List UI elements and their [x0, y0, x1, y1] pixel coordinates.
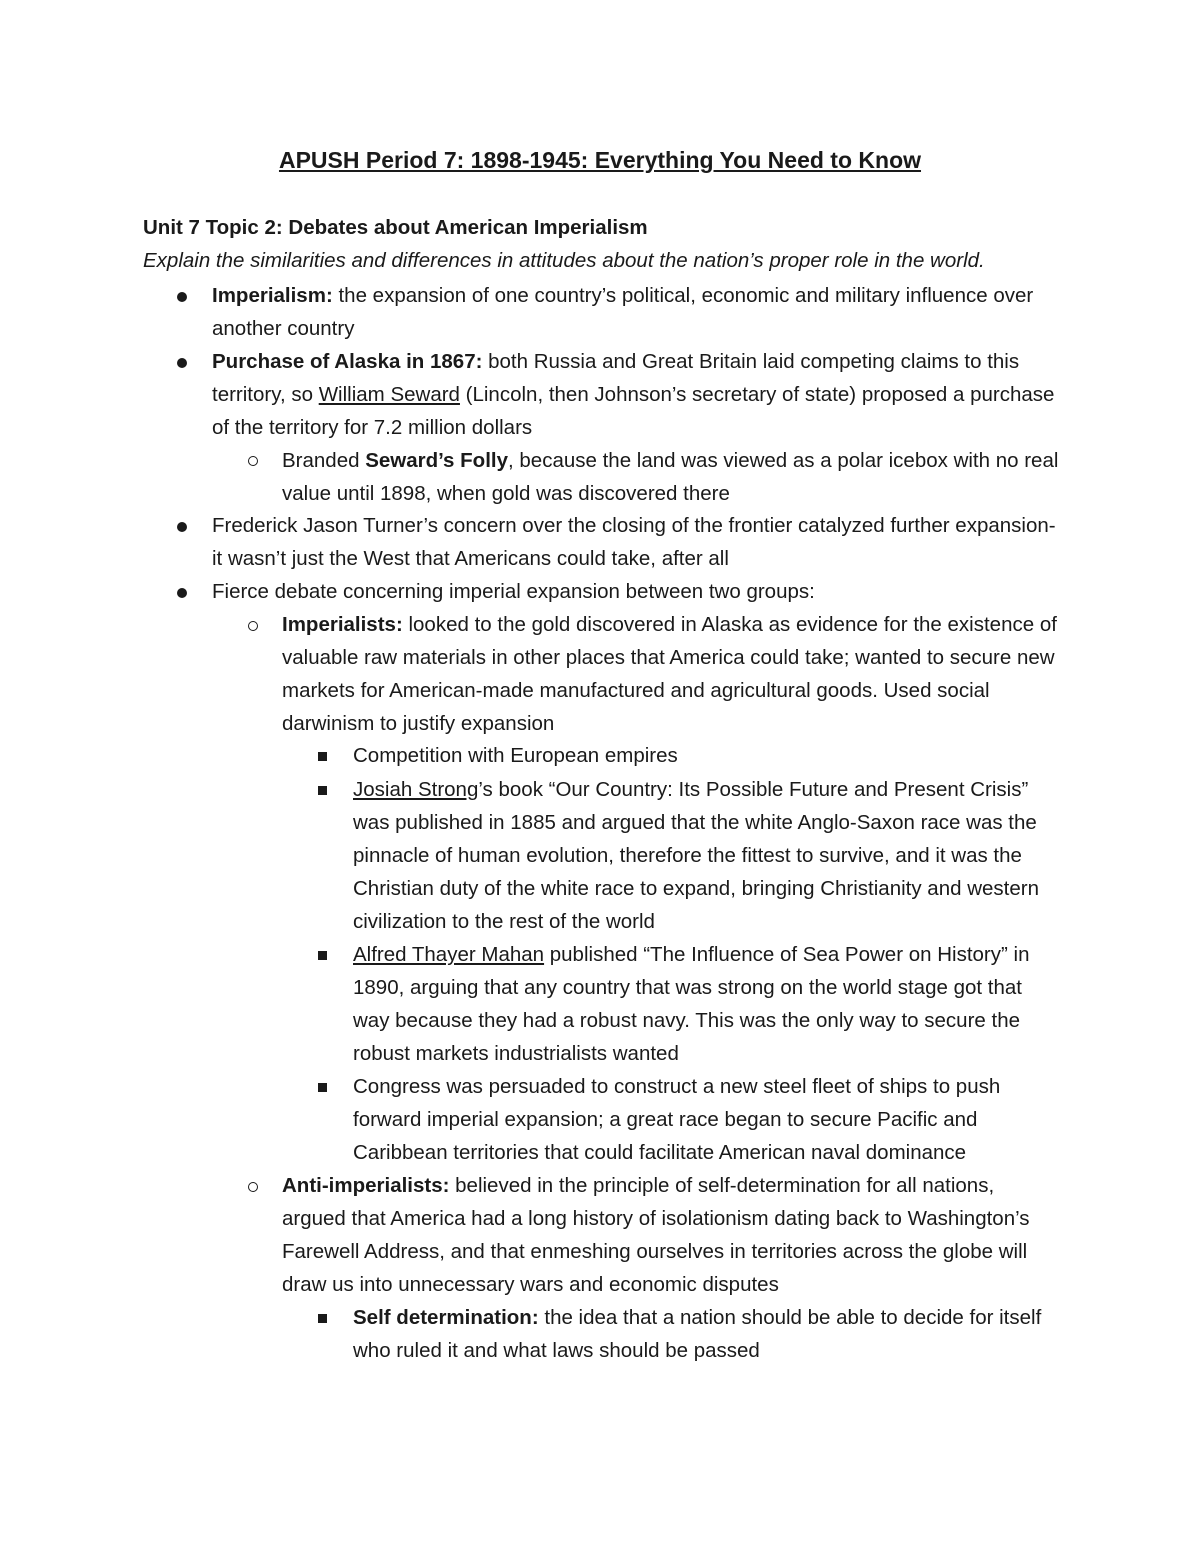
item-text: the expansion of one country’s political, economic and military influence over another country: [212, 284, 1034, 340]
item-text: Fierce debate concerning imperial expansion between two groups:: [212, 580, 815, 603]
square-bullet-icon: [318, 786, 327, 795]
topic-prompt: Explain the similarities and differences in attitudes about the nation’s proper role in the world.: [143, 249, 985, 272]
list-item-debate: [212, 575, 1062, 608]
term-label: Purchase of Alaska in 1867:: [212, 350, 483, 373]
item-text: Frederick Jason Turner’s concern over the closing of the frontier catalyzed further expansion- it wasn’t just the West that Americans could take, after all: [212, 514, 1056, 570]
disc-bullet-icon: [177, 358, 187, 368]
item-text: looked to the gold discovered in Alaska as evidence for the existence of valuable raw materials in other places that America could take; wanted to secure new markets for American-made manufactured and agricultural goods. Used social darwinism to justify expansion: [282, 613, 1057, 735]
list-item-imperialists: [282, 608, 1062, 740]
disc-bullet-icon: [177, 292, 187, 302]
item-text: published “The Influence of Sea Power on History” in 1890, arguing that any country that was strong on the world stage got that way because they had a robust navy. This was the only way to secure the robust markets industrialists wanted: [353, 943, 1030, 1065]
item-text: the idea that a nation should be able to decide for itself who ruled it and what laws should be passed: [353, 1306, 1042, 1362]
square-bullet-icon: [318, 1083, 327, 1092]
item-text: Congress was persuaded to construct a new steel fleet of ships to push forward imperial expansion; a great race began to secure Pacific and Caribbean territories that could facilitate American naval dominance: [353, 1075, 1001, 1164]
term-label: Self determination:: [353, 1306, 539, 1329]
circle-bullet-icon: [248, 456, 258, 466]
list-item-congress: [353, 1070, 1063, 1169]
term-label: Seward’s Folly: [365, 449, 508, 472]
list-item-mahan: [353, 938, 1063, 1070]
list-item-anti-imperialists: [282, 1169, 1062, 1301]
disc-bullet-icon: [177, 522, 187, 532]
item-text: both Russia and Great Britain laid competing claims to this territory, so: [212, 350, 1020, 406]
term-label: Anti-imperialists:: [282, 1174, 450, 1197]
list-item-folly: [282, 444, 1062, 510]
square-bullet-icon: [318, 951, 327, 960]
item-text: Competition with European empires: [353, 744, 678, 767]
list-item-alaska: [212, 345, 1062, 444]
item-text: believed in the principle of self-determination for all nations, argued that America had a long history of isolationism dating back to Washington’s Farewell Address, and that enmeshing ourselves in territories across the globe will draw us into unnecessary wars and economic disputes: [282, 1174, 1030, 1296]
list-item-turner: [212, 509, 1062, 575]
square-bullet-icon: [318, 1314, 327, 1323]
circle-bullet-icon: [248, 1182, 258, 1192]
page-title: APUSH Period 7: 1898-1945: Everything You Need to Know: [278, 147, 922, 173]
person-name: Alfred Thayer Mahan: [353, 943, 545, 966]
term-label: Imperialists:: [282, 613, 403, 636]
item-text: (Lincoln, then Johnson’s secretary of state) proposed a purchase of the territory for 7.2 million dollars: [212, 383, 1055, 439]
person-name: William Seward: [318, 383, 460, 406]
circle-bullet-icon: [248, 621, 258, 631]
list-item-competition: [353, 739, 1063, 772]
item-text: Branded: [282, 449, 366, 472]
item-text: , because the land was viewed as a polar icebox with no real value until 1898, when gold was discovered there: [282, 449, 1059, 505]
list-item-imperialism: [212, 279, 1062, 345]
topic-heading: Unit 7 Topic 2: Debates about American Imperialism: [143, 216, 648, 239]
person-name: Josiah Strong: [353, 778, 479, 801]
disc-bullet-icon: [177, 588, 187, 598]
list-item-self-determination: [353, 1301, 1063, 1367]
list-item-strong: [353, 773, 1063, 938]
item-text: ’s book “Our Country: Its Possible Future and Present Crisis” was published in 1885 and argued that the white Anglo-Saxon race was the pinnacle of human evolution, therefore the fittest to survive, and it was the Christian duty of the white race to expand, bringing Christianity and western civilization to the rest of the world: [353, 778, 1039, 933]
term-label: Imperialism:: [212, 284, 333, 307]
square-bullet-icon: [318, 752, 327, 761]
